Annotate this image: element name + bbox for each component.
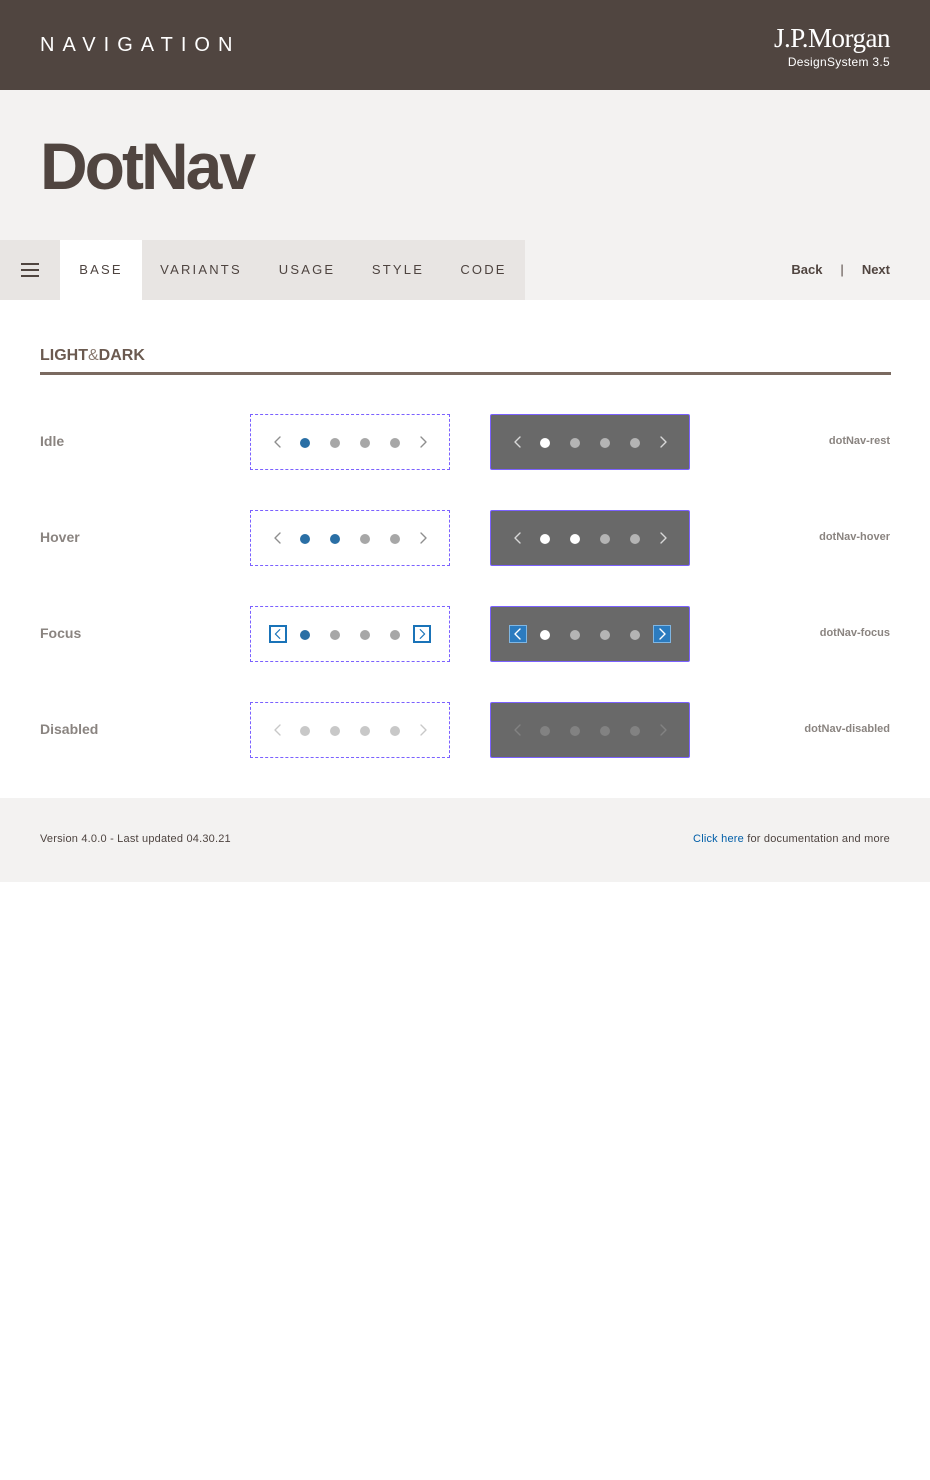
nav-dot[interactable] [630,534,640,544]
dotnav-dark-focus[interactable] [490,606,690,662]
nav-dot[interactable] [360,438,370,448]
chevron-left-icon[interactable] [510,434,526,450]
nav-dot[interactable] [390,630,400,640]
nav-dot[interactable] [600,534,610,544]
chevron-left-icon [270,722,286,738]
nav-dot[interactable] [630,438,640,448]
hamburger-icon[interactable] [0,240,60,300]
nav-dot [540,726,550,736]
tab-style[interactable]: STYLE [371,262,425,277]
dotnav-light-disabled [250,702,450,758]
pager-separator: | [840,262,844,277]
state-token-hover: dotNav-hover [819,531,890,543]
tab-base[interactable]: BASE [60,240,142,300]
state-label-focus: Focus [40,625,82,641]
nav-dot[interactable] [300,630,310,640]
chevron-right-icon [415,722,431,738]
jpmorgan-logo: J.P.Morgan [773,23,890,53]
back-link[interactable]: Back [791,262,823,277]
page-header [0,0,930,90]
nav-dot[interactable] [360,630,370,640]
dotnav-dark-hover[interactable] [490,510,690,566]
chevron-right-icon[interactable] [655,434,671,450]
nav-dot[interactable] [360,534,370,544]
brand [774,24,890,69]
nav-dot[interactable] [540,438,550,448]
nav-dot[interactable] [330,534,340,544]
tab-variants[interactable]: VARIANTS [160,262,242,277]
nav-dot[interactable] [330,438,340,448]
nav-dot[interactable] [390,438,400,448]
documentation-link[interactable]: Click here [693,833,744,845]
chevron-right-icon[interactable] [415,434,431,450]
tab-bar [0,240,525,300]
chevron-left-icon[interactable] [270,434,286,450]
page-footer [0,798,930,882]
section-title: NAVIGATION [40,34,241,56]
chevron-right-icon[interactable] [653,625,671,643]
nav-dot[interactable] [570,630,580,640]
chevron-left-icon[interactable] [269,625,287,643]
section-heading-dark: DARK [98,347,145,364]
dotnav-light-hover[interactable] [250,510,450,566]
dotnav-light-idle[interactable] [250,414,450,470]
nav-dot [330,726,340,736]
nav-dot[interactable] [330,630,340,640]
dotnav-light-focus[interactable] [250,606,450,662]
nav-dot[interactable] [390,534,400,544]
section-heading [40,347,891,375]
chevron-left-icon[interactable] [509,625,527,643]
nav-dot[interactable] [300,534,310,544]
nav-dot[interactable] [600,630,610,640]
state-label-hover: Hover [40,529,80,545]
nav-dot[interactable] [630,630,640,640]
nav-dot[interactable] [300,438,310,448]
nav-dot[interactable] [570,438,580,448]
nav-dot [600,726,610,736]
page-title: DotNav [40,129,254,203]
nav-dot[interactable] [570,534,580,544]
state-token-idle: dotNav-rest [828,435,890,447]
state-token-focus: dotNav-focus [819,627,890,639]
chevron-right-icon[interactable] [415,530,431,546]
section-heading-amp: & [88,347,99,364]
nav-dot [300,726,310,736]
dotnav-dark-disabled [490,702,690,758]
nav-dot [630,726,640,736]
documentation-note [693,833,890,845]
state-token-disabled: dotNav-disabled [804,723,890,735]
tab-usage[interactable]: USAGE [278,262,336,277]
chevron-left-icon[interactable] [270,530,286,546]
chevron-left-icon[interactable] [510,530,526,546]
design-system-version: DesignSystem 3.5 [787,55,890,69]
chevron-right-icon[interactable] [655,530,671,546]
nav-dot [390,726,400,736]
pager [791,262,890,277]
chevron-right-icon [655,722,671,738]
dotnav-dark-idle[interactable] [490,414,690,470]
version-info: Version 4.0.0 - Last updated 04.30.21 [40,833,231,845]
next-link[interactable]: Next [861,262,890,277]
nav-dot [570,726,580,736]
nav-dot[interactable] [540,534,550,544]
tab-code[interactable]: CODE [460,262,507,277]
chevron-right-icon[interactable] [413,625,431,643]
nav-dot [360,726,370,736]
documentation-suffix: for documentation and more [743,833,890,845]
section-heading-light: LIGHT [40,347,88,364]
nav-dot[interactable] [600,438,610,448]
chevron-left-icon [510,722,526,738]
state-label-idle: Idle [40,433,65,449]
state-label-disabled: Disabled [40,721,99,737]
nav-dot[interactable] [540,630,550,640]
